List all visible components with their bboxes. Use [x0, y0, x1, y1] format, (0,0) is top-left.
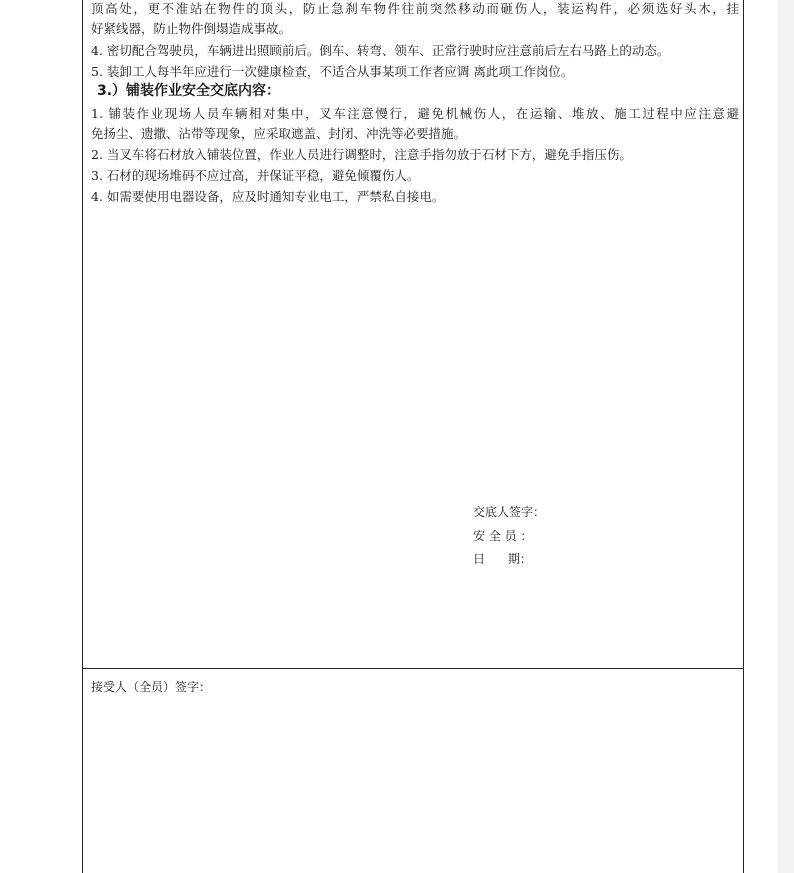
discloser-signature-label: 交底人签字：: [473, 505, 546, 519]
section2-line-2: 好紧线器，防止物件倒塌造成事故。: [91, 21, 292, 36]
section2-item-4: 4. 密切配合驾驶员，车辆进出照顾前后。倒车、转弯、领车、正常行驶时应注意前后左右马路上的动态。: [91, 43, 670, 58]
safety-officer-label: 安 全 员 ：: [473, 529, 533, 543]
section3-item-1-line-2: 免扬尘、遗撒、沾带等现象，应采取遮盖、封闭、冲洗等必要措施。: [91, 126, 467, 141]
section3-item-1-line-1: 1. 铺装作业现场人员车辆相对集中，叉车注意慢行，避免机械伤人，在运输、堆放、施工过程中应注意避: [91, 106, 739, 121]
receiver-signature-label: 接受人（全员）签字：: [91, 680, 212, 694]
section3-item-2: 2. 当叉车将石材放入铺装位置，作业人员进行调整时，注意手指勿放于石材下方，避免手指压伤。: [91, 147, 632, 162]
disclosure-table: [82, 0, 744, 873]
section2-item-5: 5. 装卸工人每半年应进行一次健康检查，不适合从事某项工作者应调 离此项工作岗位。: [91, 64, 574, 79]
receiver-signature-cell: [83, 669, 743, 873]
date-label: 日 期：: [473, 552, 532, 566]
section3-item-3: 3. 石材的现场堆码不应过高，并保证平稳，避免倾覆伤人。: [91, 168, 420, 183]
section2-line-1: 顶高处，更不准站在物件的顶头，防止急刹车物件往前突然移动而砸伤人，装运构件，必须选好头木，挂: [91, 1, 739, 16]
section3-heading: 3.）铺装作业安全交底内容：: [97, 83, 281, 99]
section3-item-4: 4. 如需要使用电器设备，应及时通知专业电工，严禁私自接电。: [91, 189, 445, 204]
disclosure-content-cell: [83, 0, 743, 669]
